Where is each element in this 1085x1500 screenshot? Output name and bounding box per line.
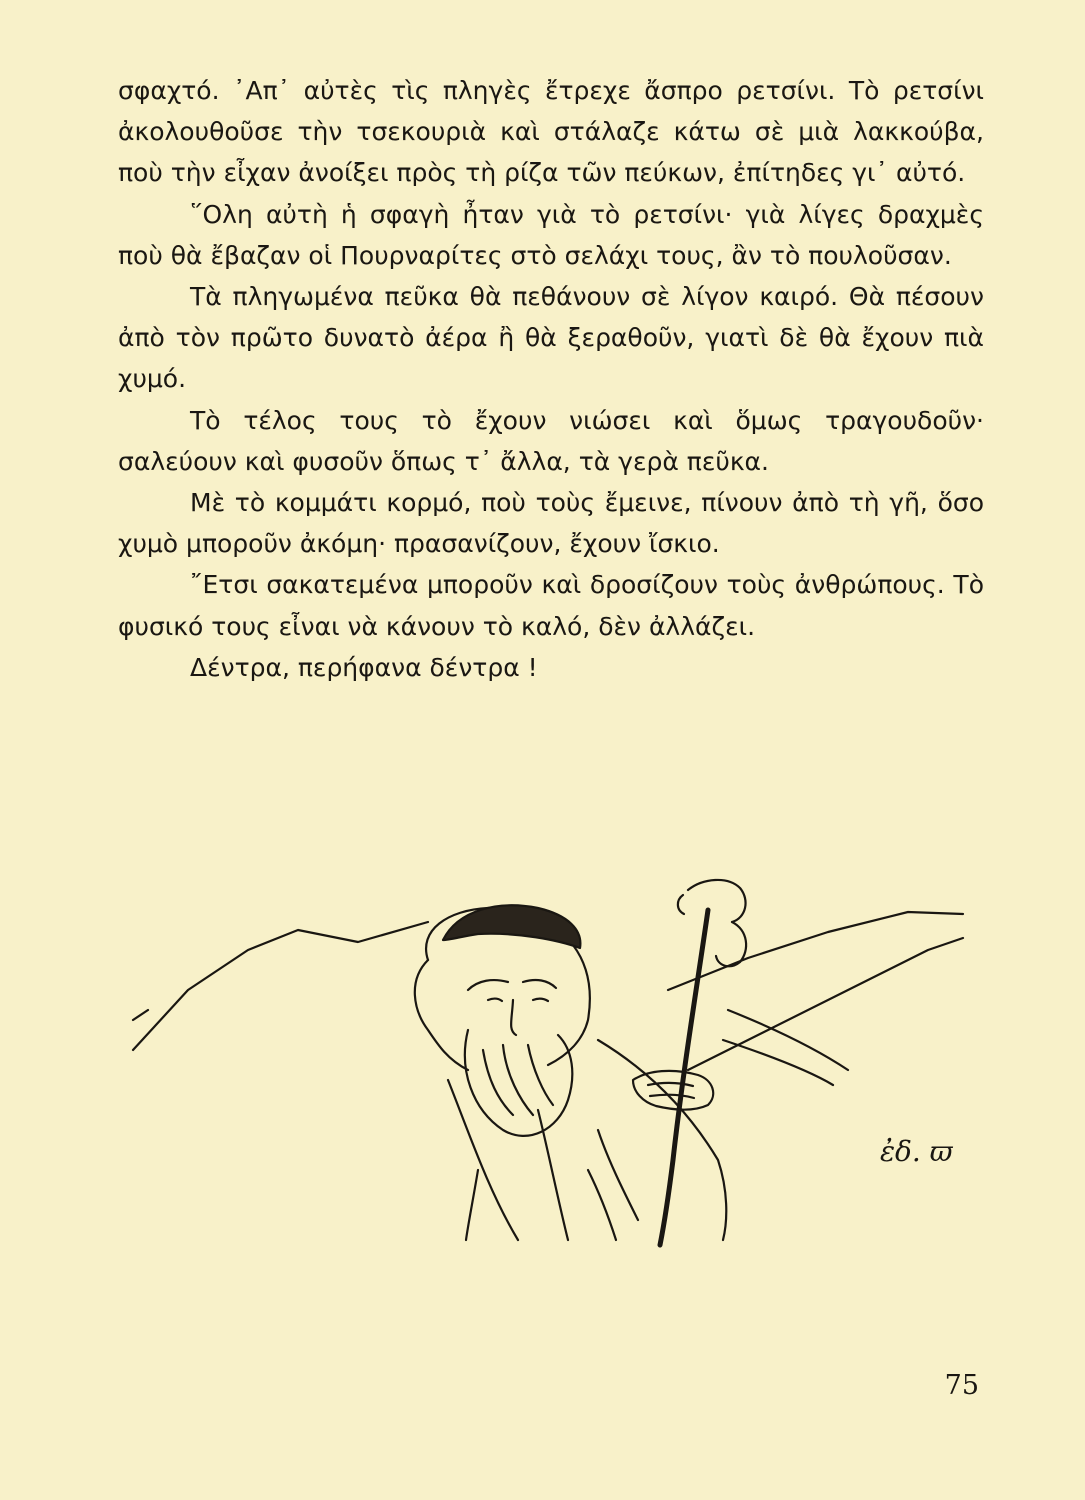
paragraph-6: ῎Ετσι σακατεμένα μποροῦν καὶ δροσίζουν τοὺς ἀνθρώπους. Τὸ φυσικό τους εἶναι νὰ κάνουν τὸ καλό, δὲν ἀλλάζει. [118,570,984,641]
paragraph-7: Δέντρα, περήφανα δέντρα ! [190,652,538,682]
hand [633,1071,713,1110]
paragraph-3: Τὰ πληγωμένα πεῦκα θὰ πεθάνουν σὲ λίγον καιρό. Θὰ πέσουν ἀπὸ τὸν πρῶτο δυνατὸ ἀέρα ἢ θὰ ξεραθοῦν, γιατὶ δὲ θὰ ἔχουν πιὰ χυμό. [118,282,984,394]
paragraph-4: Τὸ τέλος τους τὸ ἔχουν νιώσει καὶ ὅμως τραγουδοῦν· σαλεύουν καὶ φυσοῦν ὅπως τ᾿ ἄλλα, τὰ γερὰ πεῦκα. [118,405,984,476]
mountain-right [668,912,963,990]
mountain-left [133,922,428,1050]
paragraph-2: ῞Ολη αὐτὴ ἡ σφαγὴ ἦταν γιὰ τὸ ρετσίνι· γιὰ λίγες δραχμὲς ποὺ θὰ ἔβαζαν οἱ Πουρναρίτες στὸ σελάχι τους, ἂν τὸ πουλοῦσαν. [118,199,984,270]
body-text [118,70,984,688]
paragraph-1: σφαχτό. ᾿Απ᾿ αὐτὲς τὶς πληγὲς ἔτρεχε ἄσπρο ρετσίνι. Τὸ ρετσίνι ἀκολουθοῦσε τὴν τσεκουριὰ καὶ στάλαζε κάτω σὲ μιὰ λακκούβα, ποὺ τὴν εἶχαν ἀνοίξει πρὸς τὴ ρίζα τῶν πεύκων, ἐπίτηδες γι᾿ αὐτό. [118,76,984,188]
old-man-illustration [128,870,978,1250]
staff [660,910,708,1245]
illustrator-signature: ἐδ. ϖ [880,1135,953,1168]
paragraph-5: Μὲ τὸ κομμάτι κορμό, ποὺ τοὺς ἔμεινε, πίνουν ἀπὸ τὴ γῆ, ὅσο χυμὸ μποροῦν ἀκόμη· πρασανίζουν, ἔχουν ἴσκιο. [118,488,984,559]
page-number: 75 [944,1370,979,1401]
